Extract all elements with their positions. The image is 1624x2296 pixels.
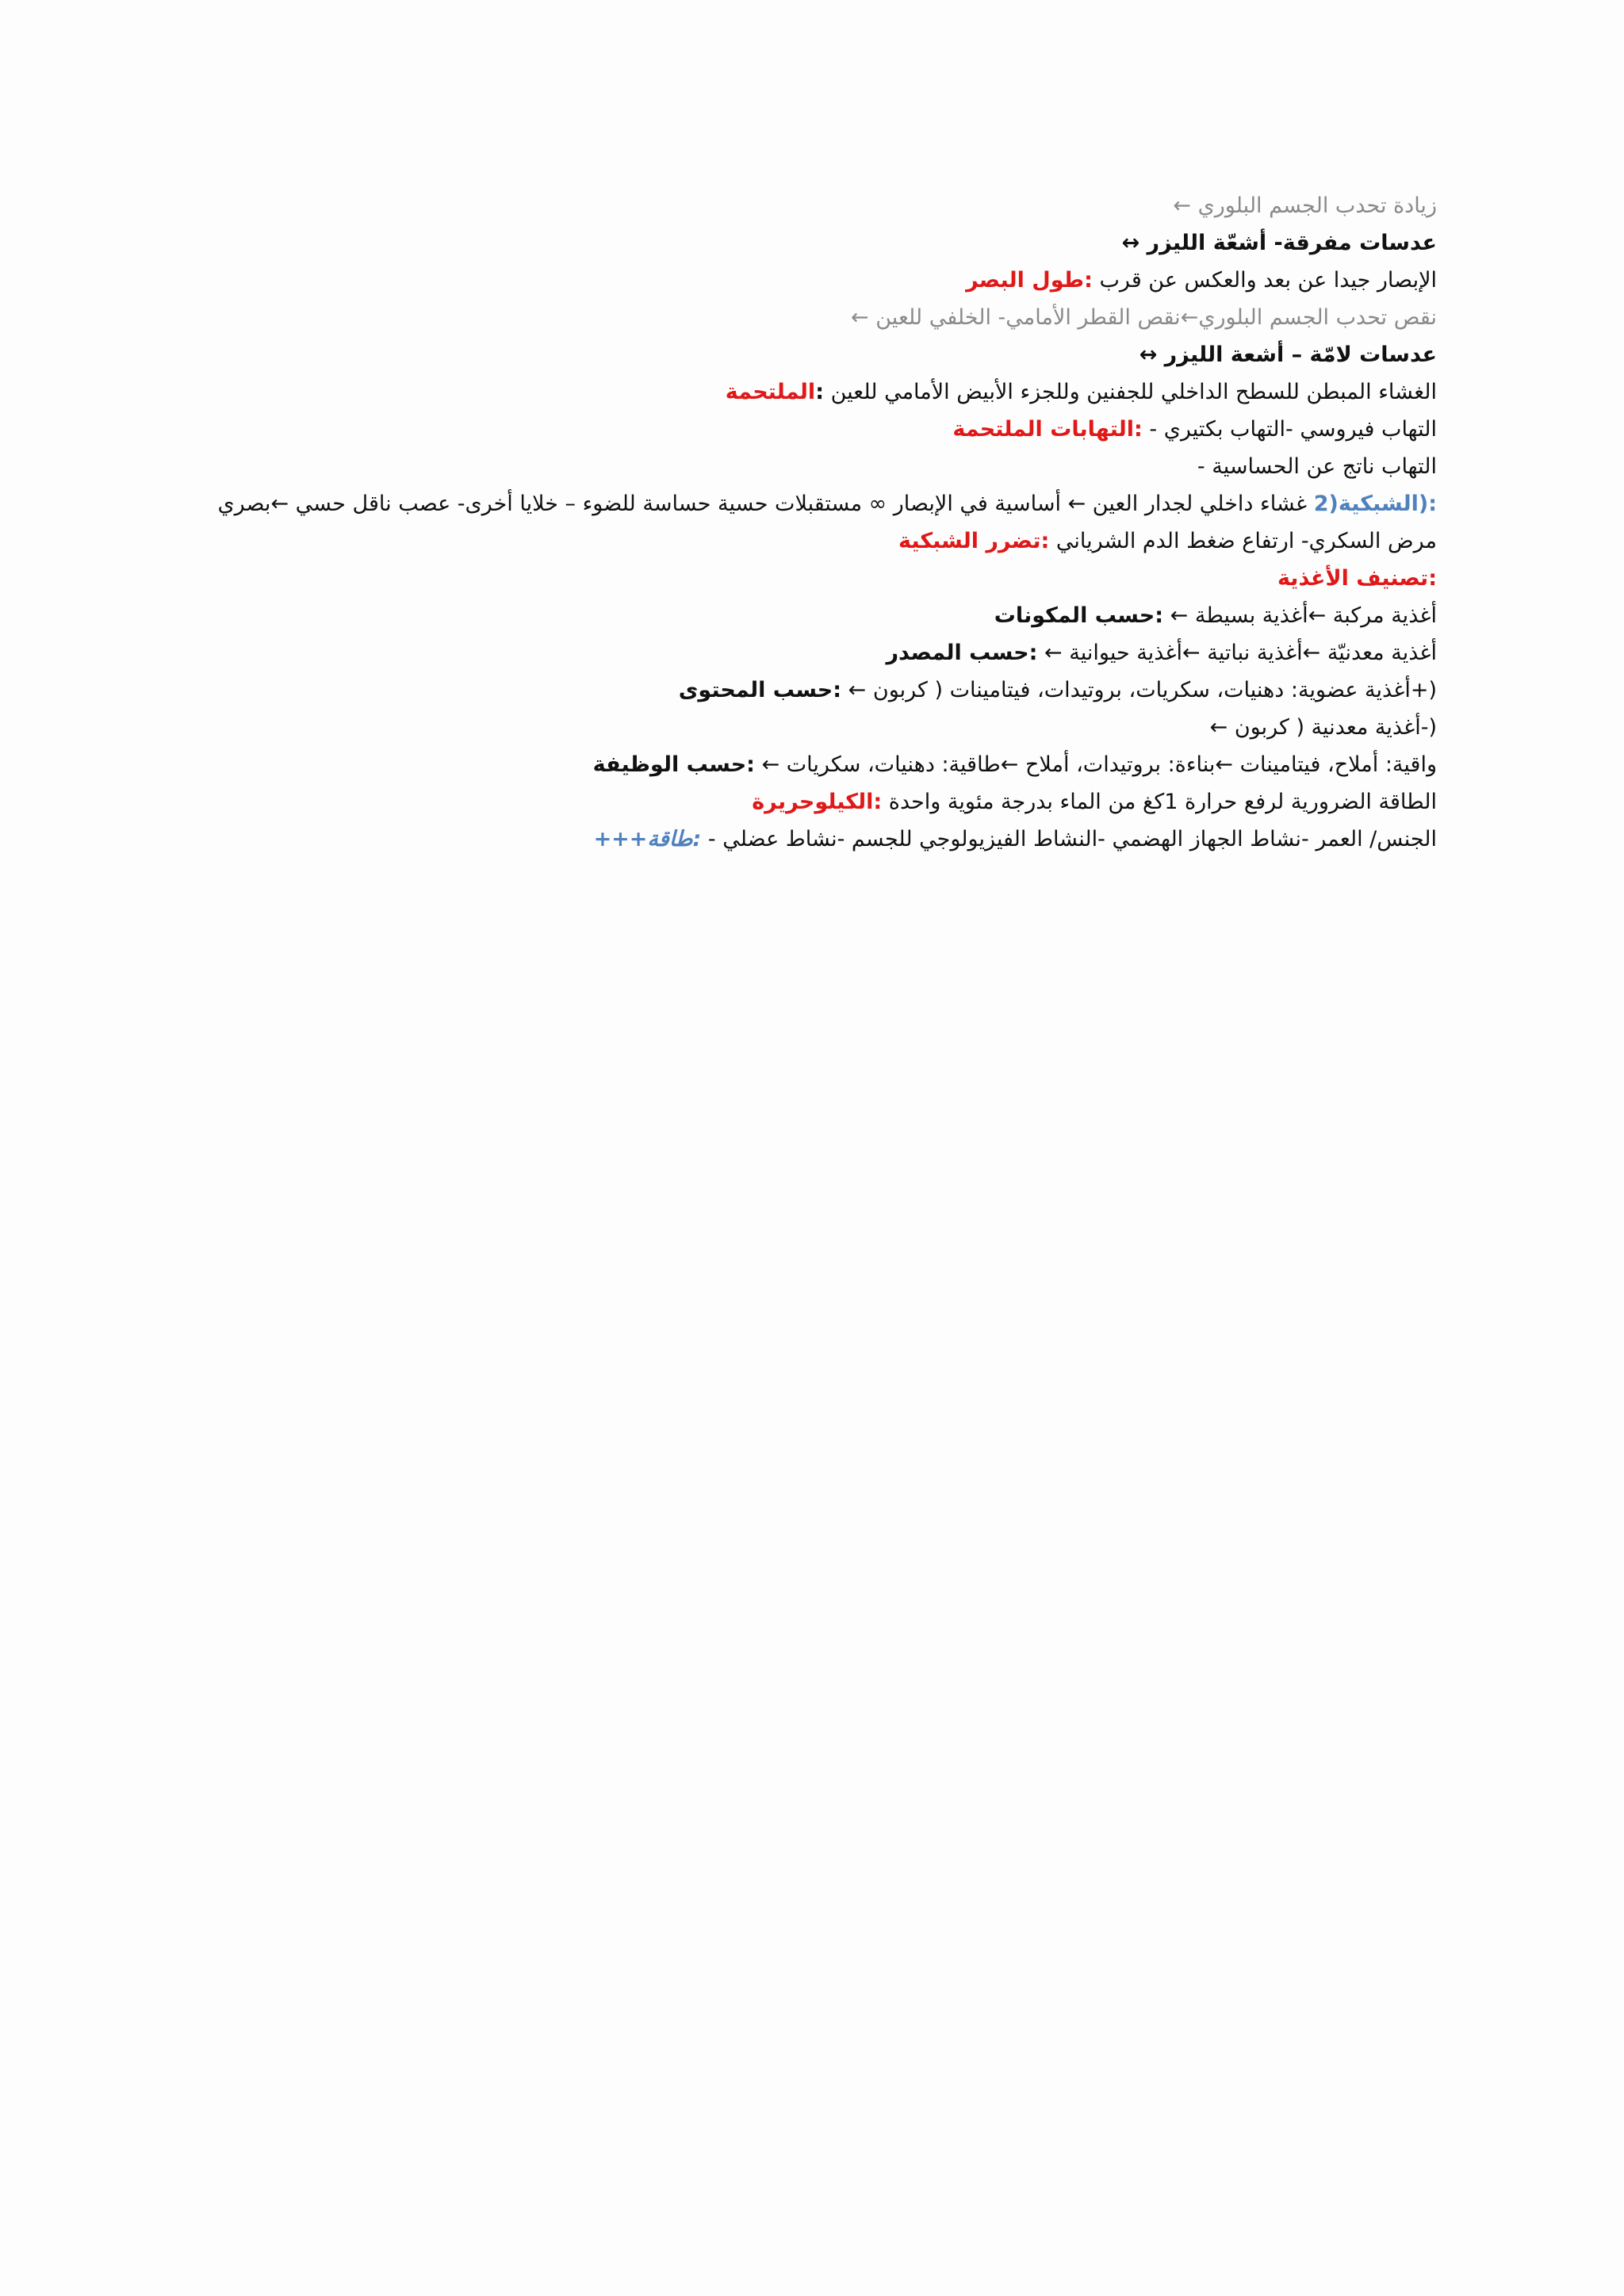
text-line	[168, 672, 1437, 709]
line-text: واقية: أملاح، فيتامينات ←بناءة: بروتيدات، أملاح ←طاقية: دهنيات، سكريات ←	[761, 752, 1437, 777]
section-heading	[168, 560, 1437, 597]
line-text: الجنس/ العمر -نشاط الجهاز الهضمي -النشاط الفيزيولوجي للجسم -نشاط عضلي -	[701, 827, 1437, 851]
text-line	[168, 709, 1437, 746]
line-text: (-أغذية معدنية ( كربون ←	[1209, 715, 1437, 740]
text-line	[168, 299, 1437, 336]
line-text: زيادة تحدب الجسم البلوري ←	[1173, 193, 1437, 218]
line-text: أغذية مركبة ←أغذية بسيطة ←	[1170, 603, 1437, 628]
text-line	[168, 262, 1437, 299]
line-text: التهاب ناتج عن الحساسية -	[1197, 454, 1437, 479]
term-label: :طاقة+++	[593, 827, 702, 851]
line-text: (+أغذية عضوية: دهنيات، سكريات، بروتيدات، فيتامينات ( كربون ←	[848, 678, 1437, 702]
term-label: :(الشبكية(2	[1313, 492, 1437, 516]
colon-mark: :	[815, 380, 825, 404]
line-text: نقص تحدب الجسم البلوري←نقص القطر الأمامي- الخلفي للعين ←	[851, 305, 1437, 330]
text-line	[168, 485, 1437, 522]
term-label: :حسب المصدر	[886, 641, 1038, 665]
term-label: الملتحمة	[725, 380, 816, 404]
term-label: :التهابات الملتحمة	[952, 417, 1143, 442]
line-text: الإبصار جيدا عن بعد والعكس عن قرب	[1099, 268, 1437, 293]
text-line	[168, 224, 1437, 262]
line-text: عدسات لامّة – أشعة الليزر ↔	[1139, 342, 1437, 367]
term-label: :تضرر الشبكية	[898, 529, 1050, 553]
text-line	[168, 634, 1437, 672]
text-line	[168, 522, 1437, 560]
line-text: مرض السكري- ارتفاع ضغط الدم الشرياني	[1055, 529, 1437, 553]
text-line	[168, 597, 1437, 634]
line-text: عدسات مفرقة- أشعّة الليزر ↔	[1121, 231, 1437, 255]
term-label: :حسب الوظيفة	[592, 752, 755, 777]
heading-text: :تصنيف الأغذية	[1277, 566, 1437, 591]
text-line	[168, 783, 1437, 821]
line-text: أغذية معدنيّة ←أغذية نباتية ←أغذية حيوانية ←	[1044, 641, 1437, 665]
term-label: :طول البصر	[966, 268, 1093, 293]
text-line	[168, 746, 1437, 783]
text-line	[168, 187, 1437, 224]
document-body	[168, 187, 1437, 858]
term-label: :حسب المحتوى	[678, 678, 842, 702]
term-label: :الكيلوحريرة	[752, 790, 883, 814]
text-line	[168, 411, 1437, 448]
text-line	[168, 373, 1437, 411]
text-line	[168, 336, 1437, 373]
text-line	[168, 821, 1437, 858]
text-line	[168, 448, 1437, 485]
line-text: غشاء داخلي لجدار العين ← أساسية في الإبصار ∞ مستقبلات حسية حساسة للضوء – خلايا أخرى- عصب ناقل حسي ←بصري	[217, 492, 1308, 516]
line-text: التهاب فيروسي -التهاب بكتيري -	[1142, 417, 1437, 442]
line-text: الغشاء المبطن للسطح الداخلي للجفنين وللجزء الأبيض الأمامي للعين	[830, 380, 1437, 404]
term-label: :حسب المكونات	[994, 603, 1164, 628]
line-text: الطاقة الضرورية لرفع حرارة 1كغ من الماء بدرجة مئوية واحدة	[888, 790, 1437, 814]
